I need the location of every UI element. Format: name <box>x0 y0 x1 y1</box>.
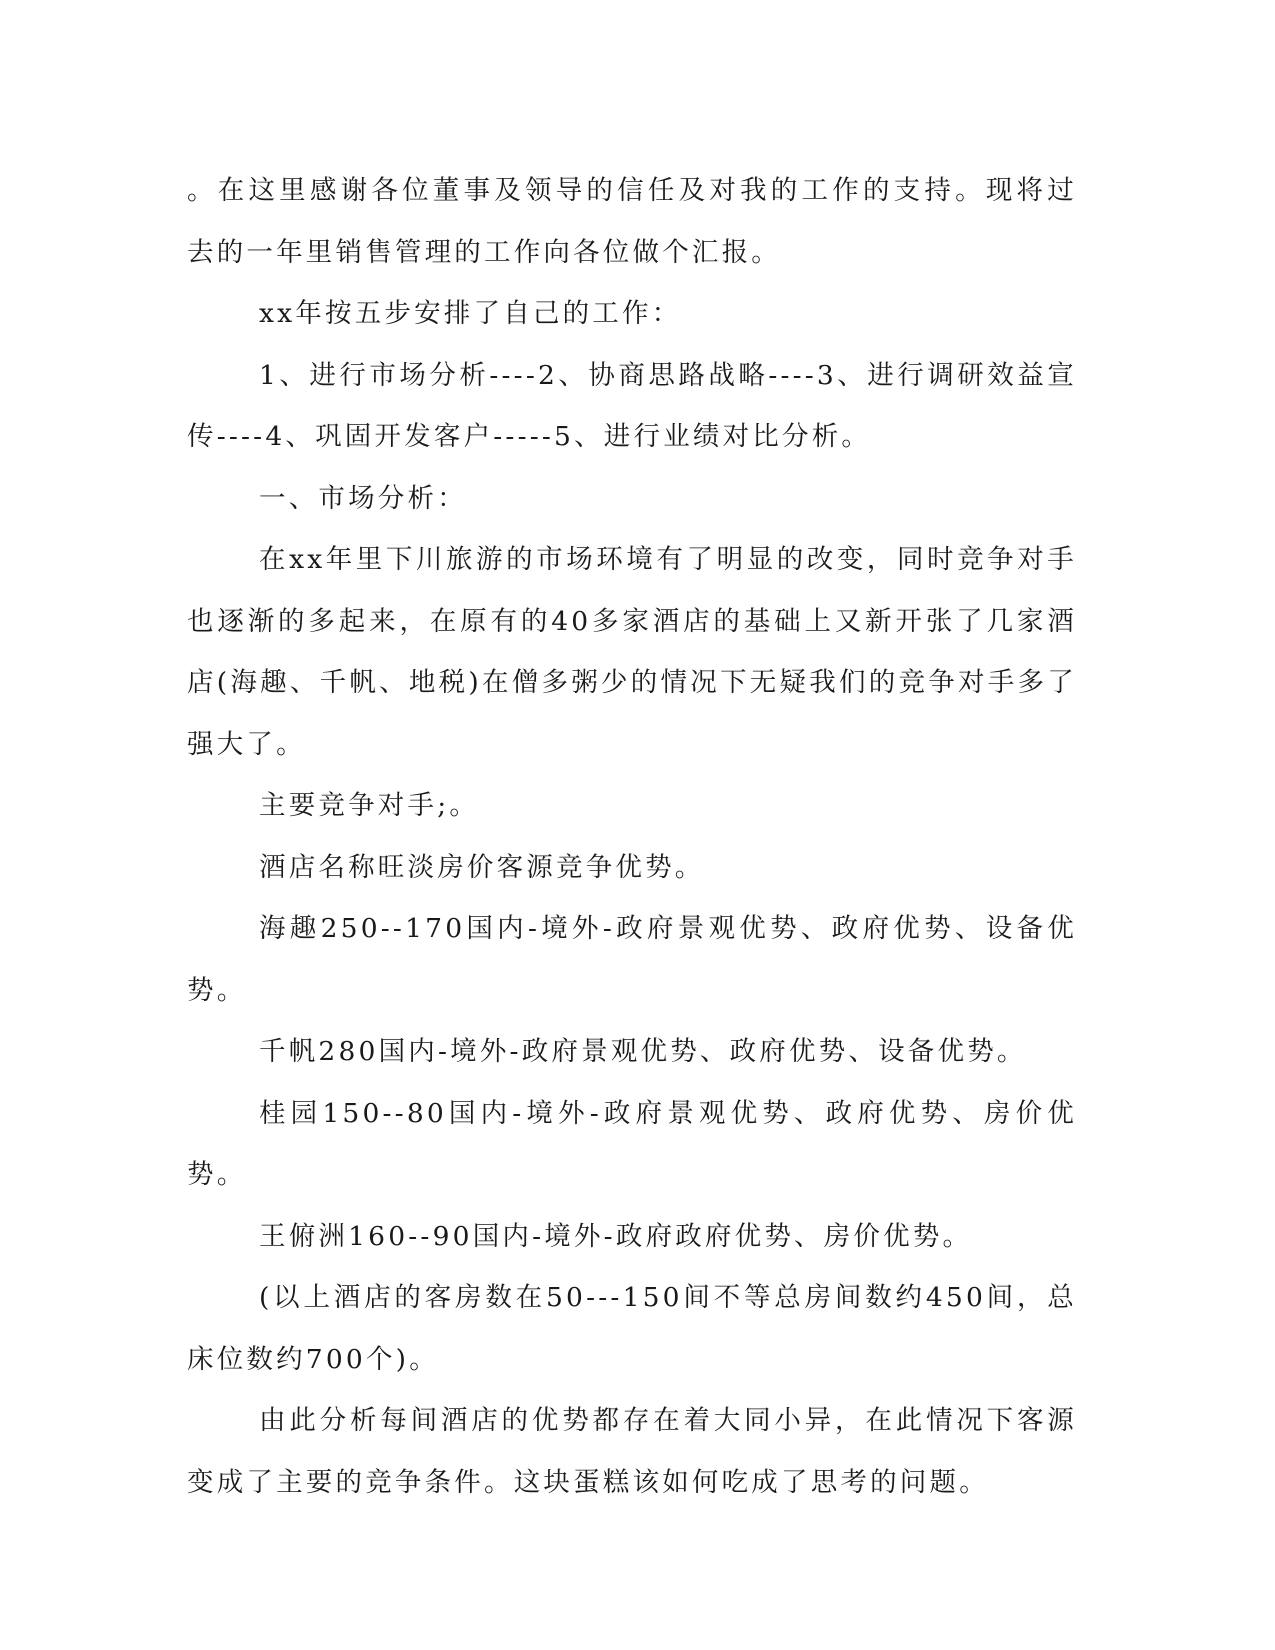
paragraph: 在xx年里下川旅游的市场环境有了明显的改变，同时竞争对手也逐渐的多起来，在原有的40多家酒店的基础上又新开张了几家酒店(海趣、千帆、地税)在僧多粥少的情况下无疑我们的竞争对手多了强大了。 <box>187 544 1077 760</box>
paragraph: 由此分析每间酒店的优势都存在着大同小异，在此情况下客源变成了主要的竞争条件。这块蛋糕该如何吃成了思考的问题。 <box>187 1405 1077 1498</box>
section-heading: 一、市场分析： <box>259 482 467 514</box>
paragraph: xx年按五步安排了自己的工作： <box>259 298 682 329</box>
paragraph: (以上酒店的客房数在50---150间不等总房间数约450间，总床位数约700个)。 <box>187 1282 1077 1375</box>
paragraph: 。在这里感谢各位董事及领导的信任及对我的工作的支持。现将过去的一年里销售管理的工作向各位做个汇报。 <box>187 175 1077 268</box>
paragraph: 1、进行市场分析----2、协商思路战略----3、进行调研效益宣传----4、巩固开发客户-----5、进行业绩对比分析。 <box>187 359 1077 452</box>
competitor-row: 千帆280国内-境外-政府景观优势、政府优势、设备优势。 <box>259 1036 1027 1067</box>
competitor-table-header: 酒店名称旺淡房价客源竞争优势。 <box>259 851 705 883</box>
competitor-row: 桂园150--80国内-境外-政府景观优势、政府优势、房价优势。 <box>187 1097 1077 1190</box>
paragraph: 主要竞争对手;。 <box>259 790 480 821</box>
competitor-row: 王俯洲160--90国内-境外-政府政府优势、房价优势。 <box>259 1220 973 1252</box>
competitor-row: 海趣250--170国内-境外-政府景观优势、政府优势、设备优势。 <box>187 913 1077 1006</box>
document-body <box>187 160 1077 1513</box>
